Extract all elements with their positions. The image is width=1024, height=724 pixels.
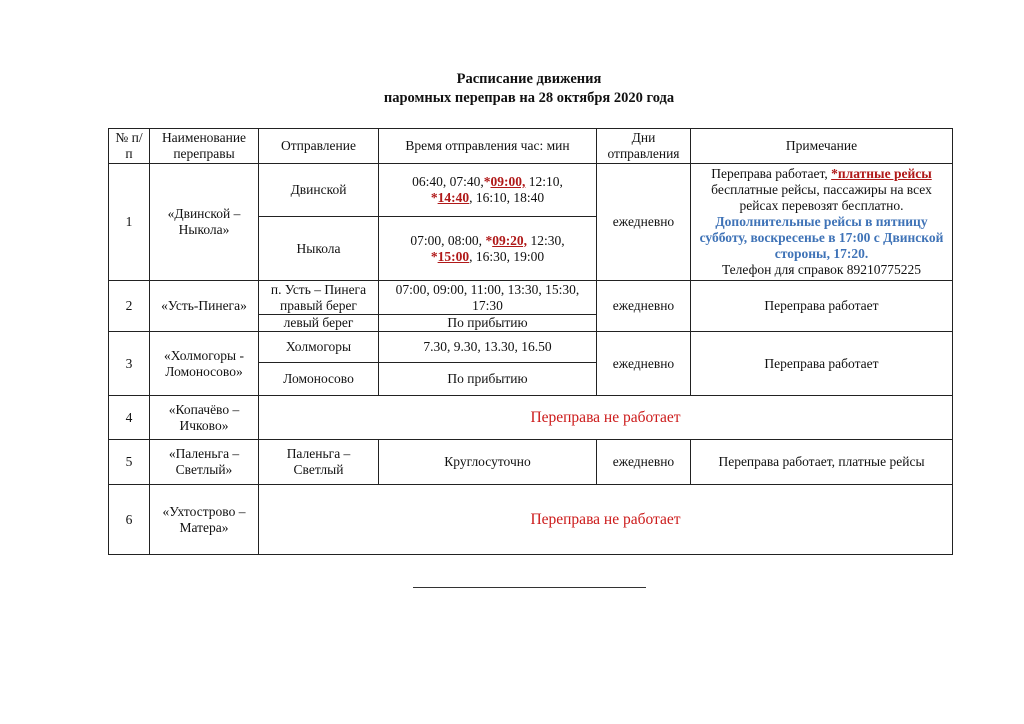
crossing-note: Переправа работает: [691, 281, 953, 332]
departure-point: левый берег: [259, 315, 379, 332]
crossing-name: «Холмогоры - Ломоносово»: [150, 332, 259, 396]
table-row: [109, 281, 953, 315]
departure-point: Холмогоры: [259, 332, 379, 363]
departure-days: ежедневно: [597, 281, 691, 332]
table-row: [109, 485, 953, 555]
departure-point: Паленьга – Светлый: [259, 440, 379, 485]
header-name: Наименование переправы: [150, 129, 259, 164]
header-num: № п/п: [109, 129, 150, 164]
crossing-note: Переправа работает, *платные рейсы бесплатные рейсы, пассажиры на всех рейсах перевозят бесплатно. Дополнительные рейсы в пятницу субботу, воскресенье в 17:00 с Двинской стороны, 17:20. Телефон для справок 89210775225: [691, 164, 953, 281]
departure-times: 07:00, 09:00, 11:00, 13:30, 15:30, 17:30: [379, 281, 597, 315]
table-row: [109, 396, 953, 440]
paid-trip-time: 09:00,: [490, 174, 526, 189]
departure-days: ежедневно: [597, 332, 691, 396]
paid-trip-time: 15:00: [437, 248, 470, 264]
table-row: [109, 164, 953, 217]
departure-days: ежедневно: [597, 164, 691, 281]
row-num: 5: [109, 440, 150, 485]
header-days: Дни отправления: [597, 129, 691, 164]
separator-line: [413, 587, 646, 588]
crossing-note: Переправа работает, платные рейсы: [691, 440, 953, 485]
departure-point: Двинской: [259, 164, 379, 217]
title-line-1: Расписание движения: [456, 71, 602, 87]
crossing-name: «Ухтострово – Матера»: [150, 485, 259, 555]
closed-status: Переправа не работает: [259, 485, 953, 555]
departure-times: Круглосуточно: [379, 440, 597, 485]
crossing-name: «Паленьга – Светлый»: [150, 440, 259, 485]
row-num: 1: [109, 164, 150, 281]
crossing-name: «Копачёво – Ичково»: [150, 396, 259, 440]
departure-days: ежедневно: [597, 440, 691, 485]
crossing-note: Переправа работает: [691, 332, 953, 396]
paid-trip-time: 09:20,: [492, 232, 528, 248]
departure-times: 06:40, 07:40,*09:00, 12:10, *14:40, 16:10, 18:40: [379, 164, 597, 217]
table-row: [109, 332, 953, 363]
departure-times: 7.30, 9.30, 13.30, 16.50: [379, 332, 597, 363]
crossing-name: «Двинской – Ныкола»: [150, 164, 259, 281]
departure-times: По прибытию: [379, 315, 597, 332]
closed-status: Переправа не работает: [259, 396, 953, 440]
row-num: 3: [109, 332, 150, 396]
row-num: 2: [109, 281, 150, 332]
crossing-name: «Усть-Пинега»: [150, 281, 259, 332]
row-num: 4: [109, 396, 150, 440]
document-title: [0, 70, 1024, 108]
phone-note: Телефон для справок 89210775225: [721, 262, 922, 277]
extra-trips-note: Дополнительные рейсы в пятницу субботу, воскресенье в 17:00 с Двинской стороны, 17:20.: [699, 214, 944, 261]
paid-trip-time: 14:40: [437, 190, 470, 205]
header-departure: Отправление: [259, 129, 379, 164]
ferry-schedule-table: [108, 128, 953, 555]
title-line-2: паромных переправ на 28 октября 2020 года: [383, 90, 675, 106]
departure-point: Ныкола: [259, 217, 379, 281]
departure-times: 07:00, 08:00, *09:20, 12:30, *15:00, 16:30, 19:00: [379, 217, 597, 281]
departure-times: По прибытию: [379, 363, 597, 396]
departure-point: Ломоносово: [259, 363, 379, 396]
table-row: [109, 440, 953, 485]
header-row: [109, 129, 953, 164]
row-num: 6: [109, 485, 150, 555]
header-note: Примечание: [691, 129, 953, 164]
header-time: Время отправления час: мин: [379, 129, 597, 164]
departure-point: п. Усть – Пинега правый берег: [259, 281, 379, 315]
